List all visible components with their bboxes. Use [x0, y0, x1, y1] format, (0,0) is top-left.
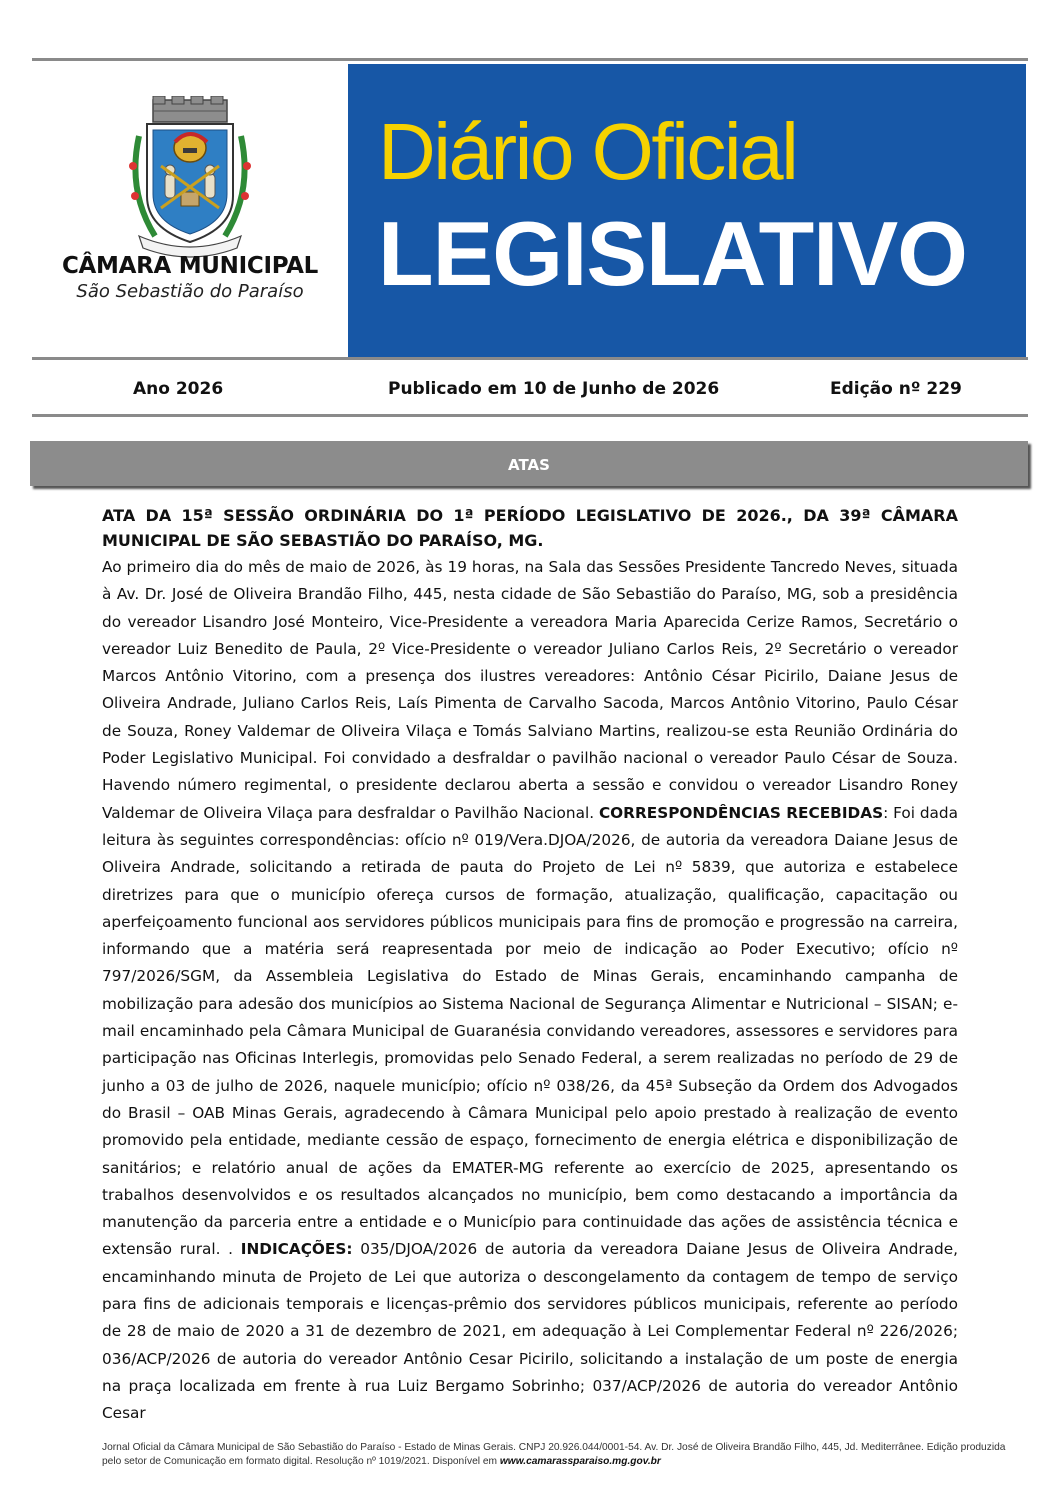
masthead-title-legislativo: LEGISLATIVO [378, 204, 967, 305]
publication-date: Publicado em 10 de Junho de 2026 [388, 379, 720, 399]
municipal-coat-of-arms-icon [125, 96, 255, 266]
section-header-bar [30, 441, 1028, 486]
article-title: ATA DA 15ª SESSÃO ORDINÁRIA DO 1ª PERÍODO LEGISLATIVO DE 2026., DA 39ª CÂMARA MUNICIPAL DE SÃO SEBASTIÃO DO PARAÍSO, MG. [102, 506, 958, 550]
minutes-article [102, 503, 958, 1428]
edition-number: Edição nº 229 [830, 379, 962, 399]
footer-text: Jornal Oficial da Câmara Municipal de São Sebastião do Paraíso - Estado de Minas Gerais. CNPJ 20.926.044/0001-54. Av. Dr. José de Oliveira Brandão Filho, 445, Jd. Mediterrânee. Edição produzida pelo setor de Comunicação em formato digital. Resolução nº 1019/2021. Disponível em [102, 1442, 1006, 1467]
article-body [102, 554, 958, 1428]
section-label: ATAS [508, 456, 550, 474]
body-text-part1: Ao primeiro dia do mês de maio de 2026, às 19 horas, na Sala das Sessões Presidente Tancredo Neves, situada à Av. Dr. José de Oliveira Brandão Filho, 445, nesta cidade de São Sebastião do Paraíso, MG, sob a presidência do vereador Lisandro José Monteiro, Vice-Presidente a vereadora Maria Aparecida Cerize Ramos, Secretário o vereador Luiz Benedito de Paula, 2º Vice-Presidente o vereador Juliano Carlos Reis, 2º Secretário o vereador Marcos Antônio Vitorino, com a presença dos ilustres vereadores: Antônio César Picirilo, Daiane Jesus de Oliveira Andrade, Juliano Carlos Reis, Laís Pimenta de Carvalho Sacoda, Marcos Antônio Vitorino, Paulo César de Souza, Roney Valdemar de Oliveira Vilaça e Tomás Salviano Martins, realizou-se esta Reunião Ordinária do Poder Legislativo Municipal. Foi convidado a desfraldar o pavilhão nacional o vereador Paulo César de Souza. Havendo número regimental, o presidente declarou aberta a sessão e convidou o vereador Lisandro Roney Valdemar de Oliveira Vilaça para desfraldar o Pavilhão Nacional. [102, 558, 958, 822]
masthead-title-diario-oficial: Diário Oficial [378, 107, 797, 196]
page-footer [102, 1441, 1022, 1469]
issue-year: Ano 2026 [133, 379, 224, 399]
footer-website-link[interactable]: www.camarassparaiso.mg.gov.br [499, 1456, 661, 1467]
heading-correspondencias: CORRESPONDÊNCIAS RECEBIDAS [598, 803, 884, 822]
header-logo-panel [32, 61, 348, 357]
body-text-part3: 035/DJOA/2026 de autoria da vereadora Daiane Jesus de Oliveira Andrade, encaminhando minuta de Projeto de Lei que autoriza o descongelamento da contagem de tempo de serviço para fins de adicionais temporais e licenças-prêmio dos servidores públicos municipais, referente ao período de 28 de maio de 2020 a 31 de dezembro de 2021, em adequação à Lei Complementar Federal nº 226/2026; 036/ACP/2026 de autoria do vereador Antônio Cesar Picirilo, solicitando a instalação de um poste de energia na praça localizada em frente à rua Luiz Bergamo Sobrinho; 037/ACP/2026 de autoria do vereador Antônio Cesar [102, 1240, 958, 1423]
org-city: São Sebastião do Paraíso [76, 281, 304, 302]
masthead-banner [348, 64, 1026, 357]
meta-divider [32, 414, 1028, 417]
header-divider [32, 357, 1028, 360]
body-text-part2: : Foi dada leitura às seguintes correspondências: ofício nº 019/Vera.DJOA/2026, de autoria da vereadora Daiane Jesus de Oliveira Andrade, solicitando a retirada de pauta do Projeto de Lei nº 5839, que autoriza e estabelece diretrizes para que o município ofereça cursos de formação, atualização, qualificação, capacitação ou aperfeiçoamento funcional aos servidores públicos municipais para fins de promoção e progressão na carreira, informando que a matéria será reapresentada por meio de indicação ao Poder Executivo; ofício nº 797/2026/SGM, da Assembleia Legislativa do Estado de Minas Gerais, encaminhando campanha de mobilização para adesão dos municípios ao Sistema Nacional de Segurança Alimentar e Nutricional – SISAN; e-mail encaminhado pela Câmara Municipal de Guaranésia convidando vereadores, assessores e servidores para participação nas Oficinas Interlegis, promovidas pelo Senado Federal, a serem realizadas no período de 29 de junho a 03 de julho de 2026, naquele município; ofício nº 038/26, da 45ª Subseção da Ordem dos Advogados do Brasil – OAB Minas Gerais, agradecendo à Câmara Municipal pelo apoio prestado à realização de evento promovido pela entidade, mediante cessão de espaço, fornecimento de energia elétrica e disponibilização de sanitários; e relatório anual de ações da EMATER-MG referente ao exercício de 2025, apresentando os trabalhos desenvolvidos e os resultados alcançados no município, bem como destacando a importância da manutenção da parceria entre a entidade e o Município para continuidade das ações de assistência técnica e extensão rural. . [102, 803, 959, 1259]
heading-indicacoes: INDICAÇÕES: [240, 1240, 353, 1259]
org-name: CÂMARA MUNICIPAL [61, 253, 319, 279]
